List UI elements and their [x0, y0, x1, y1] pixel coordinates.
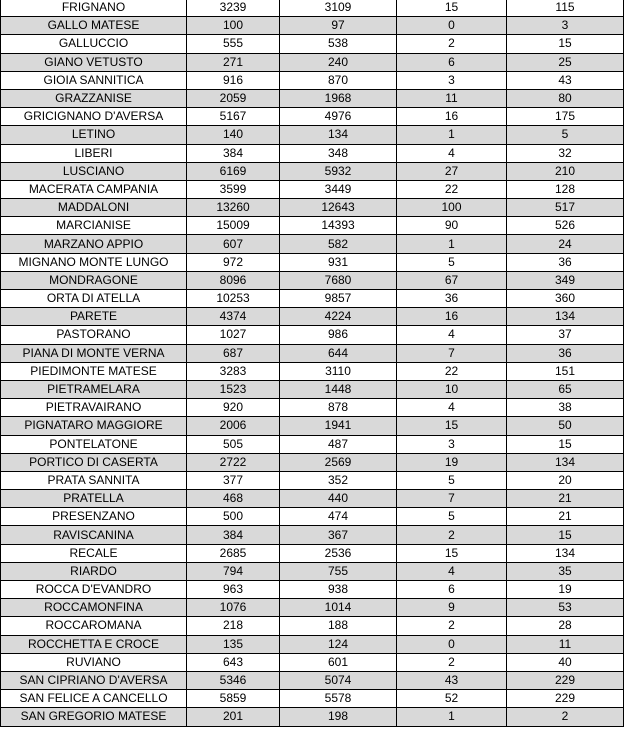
table-row: [1, 653, 624, 671]
value-cell-3: 100: [397, 199, 507, 217]
value-cell-1: 384: [187, 526, 280, 544]
value-cell-2: 1968: [280, 89, 397, 107]
table-row: [1, 253, 624, 271]
value-cell-1: 5167: [187, 108, 280, 126]
municipality-cell: GALLUCCIO: [1, 35, 187, 53]
value-cell-3: 4: [397, 144, 507, 162]
value-cell-4: 2: [507, 708, 624, 726]
value-cell-2: 198: [280, 708, 397, 726]
value-cell-3: 67: [397, 271, 507, 289]
municipality-cell: GIANO VETUSTO: [1, 53, 187, 71]
value-cell-4: 21: [507, 490, 624, 508]
value-cell-1: 2006: [187, 417, 280, 435]
table-row: [1, 108, 624, 126]
value-cell-3: 10: [397, 380, 507, 398]
value-cell-2: 938: [280, 581, 397, 599]
municipality-cell: MACERATA CAMPANIA: [1, 180, 187, 198]
value-cell-2: 240: [280, 53, 397, 71]
value-cell-2: 3110: [280, 362, 397, 380]
value-cell-4: 517: [507, 199, 624, 217]
value-cell-3: 2: [397, 526, 507, 544]
municipality-cell: RUVIANO: [1, 653, 187, 671]
value-cell-1: 555: [187, 35, 280, 53]
value-cell-1: 5859: [187, 690, 280, 708]
value-cell-2: 755: [280, 562, 397, 580]
municipality-cell: PONTELATONE: [1, 435, 187, 453]
table-row: [1, 362, 624, 380]
value-cell-2: 12643: [280, 199, 397, 217]
value-cell-3: 1: [397, 708, 507, 726]
value-cell-3: 22: [397, 180, 507, 198]
value-cell-4: 526: [507, 217, 624, 235]
municipality-cell: PIGNATARO MAGGIORE: [1, 417, 187, 435]
value-cell-3: 9: [397, 599, 507, 617]
value-cell-3: 4: [397, 326, 507, 344]
value-cell-2: 870: [280, 71, 397, 89]
value-cell-1: 3283: [187, 362, 280, 380]
value-cell-1: 468: [187, 490, 280, 508]
municipality-cell: SAN FELICE A CANCELLO: [1, 690, 187, 708]
value-cell-2: 601: [280, 653, 397, 671]
value-cell-1: 1523: [187, 380, 280, 398]
value-cell-3: 36: [397, 290, 507, 308]
value-cell-3: 15: [397, 544, 507, 562]
value-cell-2: 188: [280, 617, 397, 635]
municipality-cell: LETINO: [1, 126, 187, 144]
value-cell-4: 360: [507, 290, 624, 308]
table-row: [1, 635, 624, 653]
value-cell-3: 90: [397, 217, 507, 235]
value-cell-2: 7680: [280, 271, 397, 289]
municipality-cell: PRESENZANO: [1, 508, 187, 526]
table-row: [1, 71, 624, 89]
value-cell-4: 25: [507, 53, 624, 71]
value-cell-1: 963: [187, 581, 280, 599]
municipality-cell: GRAZZANISE: [1, 89, 187, 107]
value-cell-4: 28: [507, 617, 624, 635]
municipality-cell: RAVISCANINA: [1, 526, 187, 544]
table-row: [1, 508, 624, 526]
municipality-cell: PIETRAVAIRANO: [1, 399, 187, 417]
municipality-cell: PORTICO DI CASERTA: [1, 453, 187, 471]
value-cell-3: 15: [397, 417, 507, 435]
value-cell-2: 931: [280, 253, 397, 271]
value-cell-1: 13260: [187, 199, 280, 217]
value-cell-1: 2685: [187, 544, 280, 562]
value-cell-3: 3: [397, 71, 507, 89]
value-cell-2: 2569: [280, 453, 397, 471]
value-cell-2: 4976: [280, 108, 397, 126]
value-cell-3: 1: [397, 126, 507, 144]
table-row: [1, 126, 624, 144]
value-cell-3: 7: [397, 344, 507, 362]
value-cell-1: 687: [187, 344, 280, 362]
value-cell-4: 11: [507, 635, 624, 653]
value-cell-3: 0: [397, 17, 507, 35]
value-cell-4: 53: [507, 599, 624, 617]
value-cell-3: 4: [397, 399, 507, 417]
value-cell-1: 8096: [187, 271, 280, 289]
value-cell-2: 474: [280, 508, 397, 526]
value-cell-3: 2: [397, 35, 507, 53]
value-cell-2: 134: [280, 126, 397, 144]
value-cell-2: 14393: [280, 217, 397, 235]
value-cell-2: 878: [280, 399, 397, 417]
value-cell-1: 3239: [187, 0, 280, 17]
table-row: [1, 271, 624, 289]
value-cell-2: 5074: [280, 671, 397, 689]
municipality-cell: FRIGNANO: [1, 0, 187, 17]
table-row: [1, 417, 624, 435]
municipality-cell: MARCIANISE: [1, 217, 187, 235]
value-cell-4: 40: [507, 653, 624, 671]
value-cell-3: 5: [397, 508, 507, 526]
value-cell-4: 349: [507, 271, 624, 289]
table-row: [1, 671, 624, 689]
value-cell-4: 32: [507, 144, 624, 162]
value-cell-1: 794: [187, 562, 280, 580]
municipality-cell: LUSCIANO: [1, 162, 187, 180]
municipality-cell: PIEDIMONTE MATESE: [1, 362, 187, 380]
table-row: [1, 453, 624, 471]
value-cell-2: 538: [280, 35, 397, 53]
municipality-cell: PIETRAMELARA: [1, 380, 187, 398]
value-cell-2: 582: [280, 235, 397, 253]
value-cell-3: 16: [397, 108, 507, 126]
value-cell-3: 5: [397, 253, 507, 271]
municipality-cell: MONDRAGONE: [1, 271, 187, 289]
table-row: [1, 562, 624, 580]
value-cell-3: 52: [397, 690, 507, 708]
municipality-cell: PARETE: [1, 308, 187, 326]
table-row: [1, 690, 624, 708]
value-cell-1: 6169: [187, 162, 280, 180]
value-cell-4: 19: [507, 581, 624, 599]
value-cell-1: 2722: [187, 453, 280, 471]
table-row: [1, 617, 624, 635]
value-cell-4: 134: [507, 308, 624, 326]
table-row: [1, 599, 624, 617]
value-cell-1: 384: [187, 144, 280, 162]
value-cell-2: 97: [280, 17, 397, 35]
value-cell-4: 115: [507, 0, 624, 17]
value-cell-3: 1: [397, 235, 507, 253]
value-cell-2: 1448: [280, 380, 397, 398]
value-cell-1: 607: [187, 235, 280, 253]
value-cell-2: 986: [280, 326, 397, 344]
table-row: [1, 235, 624, 253]
value-cell-1: 2059: [187, 89, 280, 107]
value-cell-4: 21: [507, 508, 624, 526]
value-cell-2: 352: [280, 471, 397, 489]
value-cell-2: 5578: [280, 690, 397, 708]
value-cell-2: 487: [280, 435, 397, 453]
value-cell-1: 10253: [187, 290, 280, 308]
value-cell-4: 15: [507, 526, 624, 544]
value-cell-3: 0: [397, 635, 507, 653]
value-cell-1: 920: [187, 399, 280, 417]
value-cell-4: 128: [507, 180, 624, 198]
municipality-cell: GIOIA SANNITICA: [1, 71, 187, 89]
table-row: [1, 544, 624, 562]
value-cell-4: 5: [507, 126, 624, 144]
municipality-cell: PRATA SANNITA: [1, 471, 187, 489]
table-row: [1, 290, 624, 308]
table-row: [1, 490, 624, 508]
value-cell-2: 5932: [280, 162, 397, 180]
value-cell-4: 24: [507, 235, 624, 253]
value-cell-4: 229: [507, 671, 624, 689]
value-cell-1: 271: [187, 53, 280, 71]
value-cell-4: 36: [507, 344, 624, 362]
municipality-cell: ORTA DI ATELLA: [1, 290, 187, 308]
value-cell-3: 22: [397, 362, 507, 380]
value-cell-4: 175: [507, 108, 624, 126]
municipality-cell: MARZANO APPIO: [1, 235, 187, 253]
table-body: [1, 0, 624, 726]
value-cell-3: 16: [397, 308, 507, 326]
value-cell-4: 151: [507, 362, 624, 380]
value-cell-1: 1027: [187, 326, 280, 344]
municipality-cell: GALLO MATESE: [1, 17, 187, 35]
value-cell-1: 140: [187, 126, 280, 144]
value-cell-1: 135: [187, 635, 280, 653]
table-row: [1, 326, 624, 344]
value-cell-1: 201: [187, 708, 280, 726]
municipality-cell: LIBERI: [1, 144, 187, 162]
table-row: [1, 180, 624, 198]
value-cell-3: 3: [397, 435, 507, 453]
value-cell-1: 218: [187, 617, 280, 635]
value-cell-1: 500: [187, 508, 280, 526]
value-cell-1: 5346: [187, 671, 280, 689]
value-cell-3: 6: [397, 53, 507, 71]
value-cell-2: 4224: [280, 308, 397, 326]
value-cell-3: 5: [397, 471, 507, 489]
value-cell-1: 505: [187, 435, 280, 453]
table-row: [1, 471, 624, 489]
value-cell-1: 4374: [187, 308, 280, 326]
municipality-cell: ROCCAROMANA: [1, 617, 187, 635]
municipality-cell: RECALE: [1, 544, 187, 562]
municipality-cell: GRICIGNANO D'AVERSA: [1, 108, 187, 126]
value-cell-2: 124: [280, 635, 397, 653]
table-row: [1, 308, 624, 326]
value-cell-2: 9857: [280, 290, 397, 308]
value-cell-3: 7: [397, 490, 507, 508]
table-row: [1, 344, 624, 362]
value-cell-1: 972: [187, 253, 280, 271]
value-cell-1: 15009: [187, 217, 280, 235]
municipality-cell: PIANA DI MONTE VERNA: [1, 344, 187, 362]
value-cell-2: 2536: [280, 544, 397, 562]
value-cell-2: 644: [280, 344, 397, 362]
value-cell-3: 27: [397, 162, 507, 180]
value-cell-4: 37: [507, 326, 624, 344]
value-cell-3: 6: [397, 581, 507, 599]
value-cell-3: 2: [397, 653, 507, 671]
table-row: [1, 35, 624, 53]
table-row: [1, 89, 624, 107]
municipality-cell: SAN CIPRIANO D'AVERSA: [1, 671, 187, 689]
value-cell-1: 643: [187, 653, 280, 671]
value-cell-2: 367: [280, 526, 397, 544]
value-cell-4: 20: [507, 471, 624, 489]
value-cell-2: 3449: [280, 180, 397, 198]
value-cell-4: 229: [507, 690, 624, 708]
value-cell-3: 11: [397, 89, 507, 107]
value-cell-4: 50: [507, 417, 624, 435]
table-row: [1, 708, 624, 726]
value-cell-3: 43: [397, 671, 507, 689]
value-cell-4: 36: [507, 253, 624, 271]
value-cell-1: 916: [187, 71, 280, 89]
municipality-cell: MADDALONI: [1, 199, 187, 217]
value-cell-1: 377: [187, 471, 280, 489]
municipality-cell: ROCCAMONFINA: [1, 599, 187, 617]
value-cell-3: 4: [397, 562, 507, 580]
table-row: [1, 0, 624, 17]
value-cell-2: 1941: [280, 417, 397, 435]
value-cell-4: 3: [507, 17, 624, 35]
table-row: [1, 53, 624, 71]
value-cell-2: 3109: [280, 0, 397, 17]
table-row: [1, 380, 624, 398]
table-row: [1, 399, 624, 417]
value-cell-4: 15: [507, 435, 624, 453]
value-cell-4: 43: [507, 71, 624, 89]
value-cell-3: 15: [397, 0, 507, 17]
table-row: [1, 17, 624, 35]
value-cell-2: 1014: [280, 599, 397, 617]
value-cell-4: 15: [507, 35, 624, 53]
value-cell-4: 134: [507, 453, 624, 471]
value-cell-4: 65: [507, 380, 624, 398]
table-row: [1, 526, 624, 544]
value-cell-4: 38: [507, 399, 624, 417]
municipality-cell: PRATELLA: [1, 490, 187, 508]
table-row: [1, 162, 624, 180]
value-cell-3: 19: [397, 453, 507, 471]
municipality-cell: SAN GREGORIO MATESE: [1, 708, 187, 726]
value-cell-4: 134: [507, 544, 624, 562]
value-cell-4: 35: [507, 562, 624, 580]
municipality-cell: ROCCA D'EVANDRO: [1, 581, 187, 599]
table-row: [1, 217, 624, 235]
table-row: [1, 435, 624, 453]
table-row: [1, 581, 624, 599]
municipality-cell: RIARDO: [1, 562, 187, 580]
municipality-cell: MIGNANO MONTE LUNGO: [1, 253, 187, 271]
table-row: [1, 199, 624, 217]
municipality-cell: PASTORANO: [1, 326, 187, 344]
value-cell-1: 100: [187, 17, 280, 35]
table-row: [1, 144, 624, 162]
value-cell-2: 440: [280, 490, 397, 508]
municipality-cell: ROCCHETTA E CROCE: [1, 635, 187, 653]
value-cell-4: 210: [507, 162, 624, 180]
value-cell-3: 2: [397, 617, 507, 635]
value-cell-4: 80: [507, 89, 624, 107]
value-cell-2: 348: [280, 144, 397, 162]
value-cell-1: 3599: [187, 180, 280, 198]
value-cell-1: 1076: [187, 599, 280, 617]
